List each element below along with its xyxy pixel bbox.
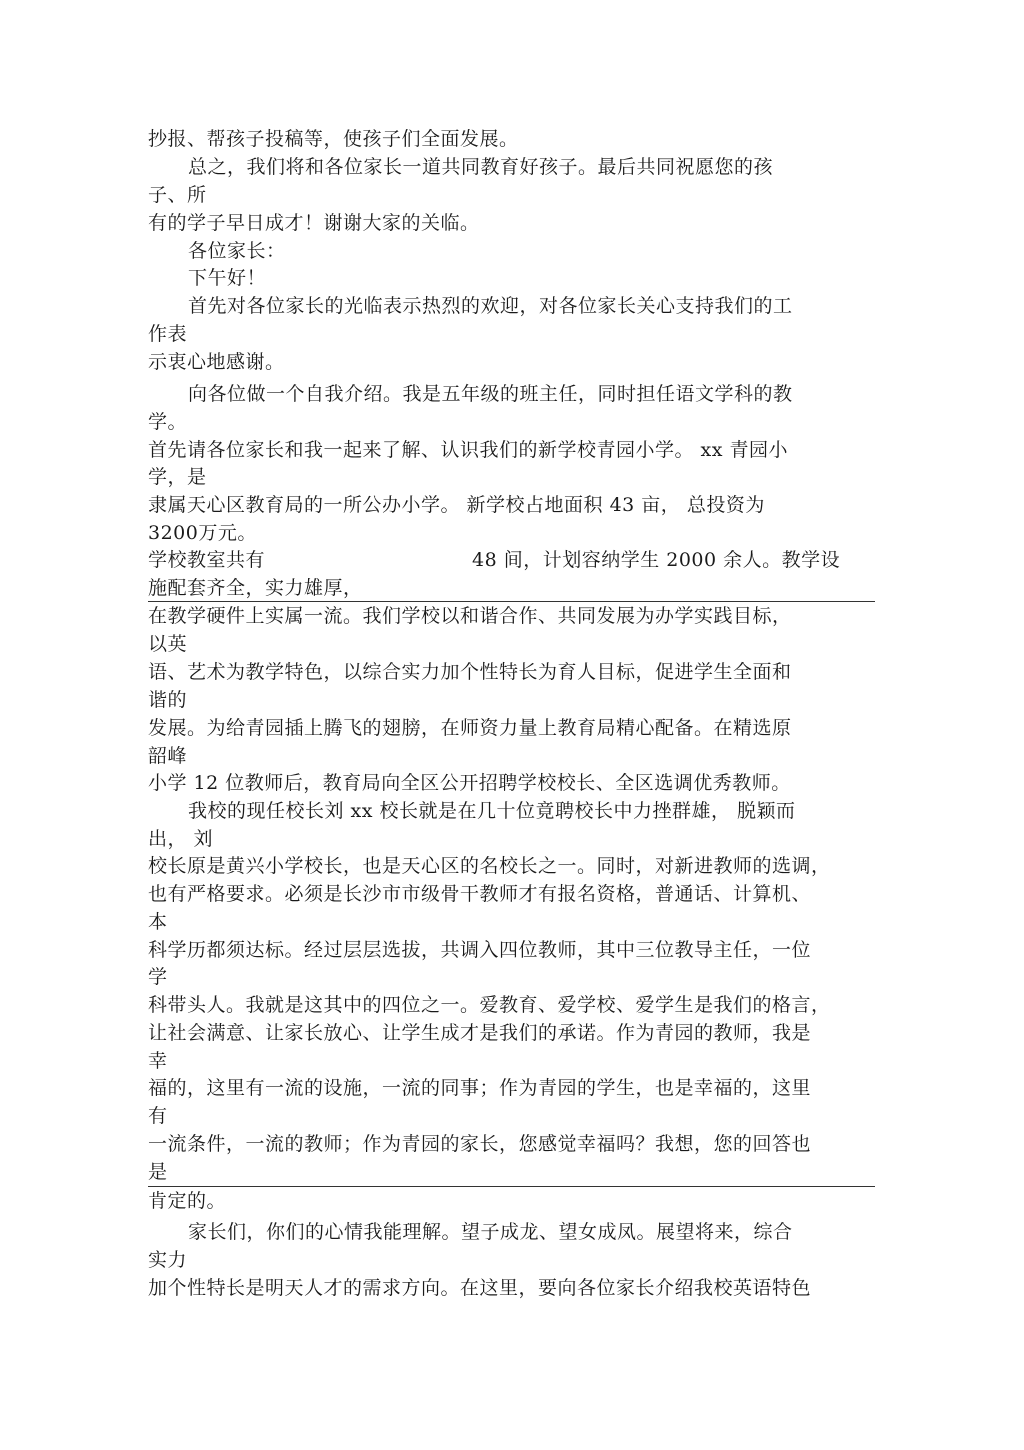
text-line: 科带头人。我就是这其中的四位之一。爱教育、爱学校、爱学生是我们的格言，	[148, 994, 831, 1016]
text-line: 韶峰	[148, 745, 188, 767]
text-line: 有的学子早日成才！谢谢大家的关临。	[148, 212, 480, 234]
text-line: 幸	[148, 1050, 168, 1072]
text-line: 科学历都须达标。经过层层选拔，共调入四位教师，其中三位教导主任，一位	[148, 939, 812, 961]
text-line: 3200万元。	[148, 522, 257, 544]
text-line: 本	[148, 911, 168, 933]
text-line: 校长原是黄兴小学校长，也是天心区的名校长之一。同时，对新进教师的选调，	[148, 855, 831, 877]
text-line: 48 间，计划容纳学生 2000 余人。教学设	[472, 549, 841, 571]
text-line: 有	[148, 1105, 168, 1127]
text-line: 一流条件，一流的教师；作为青园的家长，您感觉幸福吗？我想，您的回答也	[148, 1133, 812, 1155]
text-line: 学	[148, 966, 168, 988]
text-line: 学。	[148, 411, 188, 433]
text-line: 示衷心地感谢。	[148, 351, 285, 373]
text-line: 福的，这里有一流的设施，一流的同事；作为青园的学生，也是幸福的，这里	[148, 1077, 812, 1099]
text-line: 语、艺术为教学特色，以综合实力加个性特长为育人目标，促进学生全面和	[148, 661, 792, 683]
text-line: 作表	[148, 323, 188, 345]
text-line: 学校教室共有	[148, 549, 266, 571]
text-line: 施配套齐全，实力雄厚，	[148, 577, 363, 599]
text-line: 加个性特长是明天人才的需求方向。在这里，要向各位家长介绍我校英语特色	[148, 1277, 812, 1299]
text-line: 小学 12 位教师后，教育局向全区公开招聘学校校长、全区选调优秀教师。	[148, 772, 791, 794]
text-line: 谐的	[148, 689, 188, 711]
text-line: 首先对各位家长的光临表示热烈的欢迎，对各位家长关心支持我们的工	[188, 295, 793, 317]
text-line: 发展。为给青园插上腾飞的翅膀，在师资力量上教育局精心配备。在精选原	[148, 717, 792, 739]
horizontal-rule	[148, 601, 875, 602]
text-line: 也有严格要求。必须是长沙市市级骨干教师才有报名资格，普通话、计算机、	[148, 883, 812, 905]
text-line: 让社会满意、让家长放心、让学生成才是我们的承诺。作为青园的教师，我是	[148, 1022, 812, 1044]
horizontal-rule	[148, 1186, 875, 1187]
text-line: 下午好！	[188, 267, 267, 289]
text-line: 以英	[148, 633, 188, 655]
text-line: 首先请各位家长和我一起来了解、认识我们的新学校青园小学。 xx 青园小	[148, 439, 789, 461]
text-line: 各位家长：	[188, 240, 286, 262]
text-line: 是	[148, 1161, 168, 1183]
text-line: 家长们，你们的心情我能理解。望子成龙、望女成凤。展望将来，综合	[188, 1221, 793, 1243]
text-line: 向各位做一个自我介绍。我是五年级的班主任，同时担任语文学科的教	[188, 383, 793, 405]
text-line: 隶属天心区教育局的一所公办小学。 新学校占地面积 43 亩， 总投资为	[148, 494, 765, 516]
text-line: 实力	[148, 1249, 188, 1271]
text-line: 我校的现任校长刘 xx 校长就是在几十位竟聘校长中力挫群雄， 脱颖而	[188, 800, 796, 822]
text-line: 抄报、帮孩子投稿等，使孩子们全面发展。	[148, 128, 519, 150]
text-line: 子、所	[148, 184, 207, 206]
text-line: 总之，我们将和各位家长一道共同教育好孩子。最后共同祝愿您的孩	[188, 156, 774, 178]
text-line: 出， 刘	[148, 828, 214, 850]
text-line: 在教学硬件上实属一流。我们学校以和谐合作、共同发展为办学实践目标，	[148, 605, 792, 627]
text-line: 肯定的。	[148, 1190, 227, 1212]
text-line: 学，是	[148, 466, 207, 488]
